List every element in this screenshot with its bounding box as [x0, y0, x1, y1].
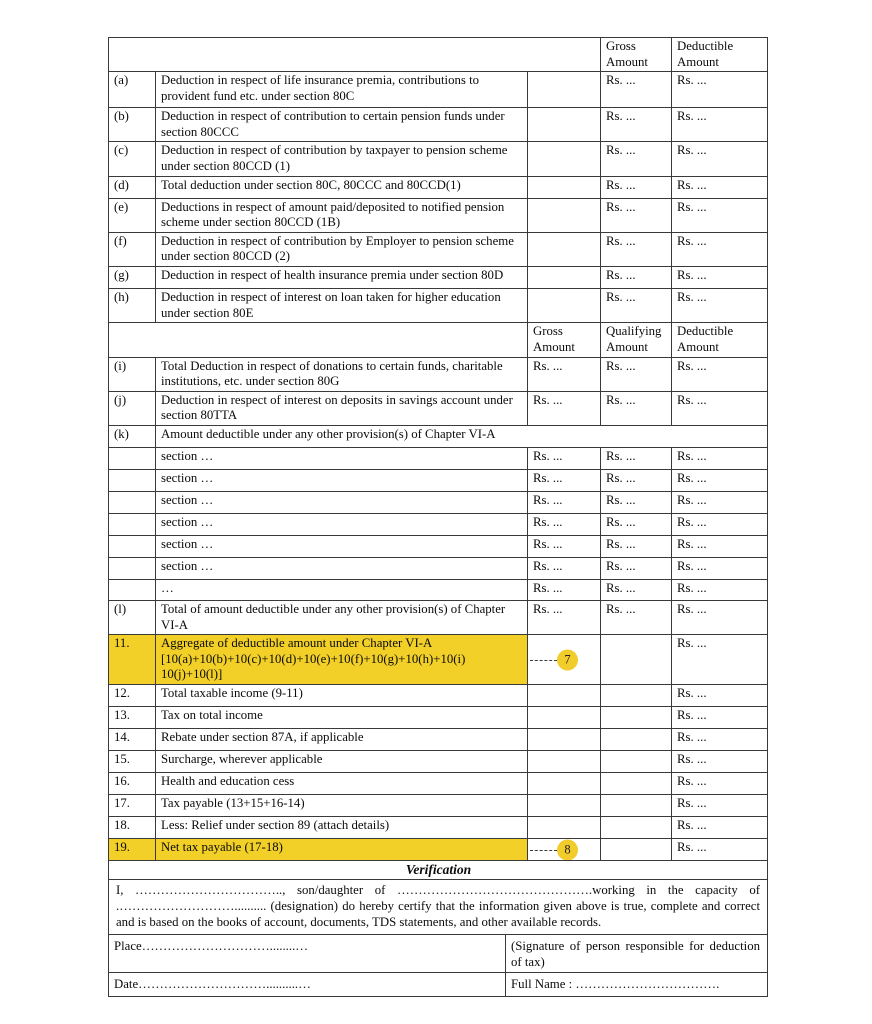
deductible-amount-cell: Rs. ...	[672, 491, 768, 513]
table-row	[109, 685, 768, 707]
serial-cell: 13.	[109, 707, 156, 729]
serial-cell	[109, 469, 156, 491]
verification-paragraph-row	[109, 880, 768, 935]
serial-cell: (l)	[109, 600, 156, 634]
serial-cell: 11.	[109, 635, 156, 685]
callout-dash-line	[530, 850, 557, 851]
verification-paragraph: I, …………………………….., son/daughter of ……………………………………….working in the capacity of .……………………….......... (designation) do hereby certify that the information given above is true, complete and correct and is based on the books of account, documents, TDS statements, and other available records.	[109, 880, 768, 935]
deductions-table	[108, 37, 768, 861]
serial-cell	[109, 513, 156, 535]
description-cell: Deduction in respect of life insurance premia, contributions to provident fund etc. under section 80C	[156, 72, 528, 108]
qualifying-amount-cell: Rs. ...	[601, 469, 672, 491]
section-blank-cell: section …	[156, 491, 528, 513]
gross-amount-cell: Rs. ...	[528, 391, 601, 425]
table-row	[109, 600, 768, 634]
serial-cell: 19.	[109, 839, 156, 861]
description-cell: Aggregate of deductible amount under Chapter VI-A [10(a)+10(b)+10(c)+10(d)+10(e)+10(f)+10(g)+10(h)+10(i) 10(j)+10(l)]	[156, 635, 528, 685]
table-row	[109, 391, 768, 425]
serial-cell: 16.	[109, 773, 156, 795]
table-row	[109, 357, 768, 391]
blank-cell	[601, 707, 672, 729]
gross-amount-cell: Rs. ...	[528, 557, 601, 579]
qualifying-amount-cell: Rs. ...	[601, 513, 672, 535]
serial-cell: (j)	[109, 391, 156, 425]
deductible-amount-cell: Rs. ...	[672, 267, 768, 289]
amount-cell: Rs. ...	[672, 685, 768, 707]
table-row	[109, 795, 768, 817]
serial-cell: (k)	[109, 425, 156, 447]
blank-cell	[601, 795, 672, 817]
deductible-amount-cell: Rs. ...	[672, 469, 768, 491]
description-cell: Deduction in respect of interest on loan taken for higher education under section 80E	[156, 289, 528, 323]
gross-amount-cell: Rs. ...	[601, 72, 672, 108]
table-row	[109, 579, 768, 600]
description-cell: Rebate under section 87A, if applicable	[156, 729, 528, 751]
description-cell: Tax on total income	[156, 707, 528, 729]
table-row	[109, 176, 768, 198]
ellipsis-cell: …	[156, 579, 528, 600]
amount-cell: Rs. ...	[672, 707, 768, 729]
header-empty-cell	[109, 38, 601, 72]
serial-cell: 14.	[109, 729, 156, 751]
description-cell: Tax payable (13+15+16-14)	[156, 795, 528, 817]
blank-cell	[528, 707, 601, 729]
deductible-amount-cell: Rs. ...	[672, 557, 768, 579]
blank-cell	[528, 773, 601, 795]
deductible-amount-cell: Rs. ...	[672, 72, 768, 108]
description-cell: Total deduction under section 80C, 80CCC and 80CCD(1)	[156, 176, 528, 198]
blank-cell	[601, 817, 672, 839]
serial-cell	[109, 579, 156, 600]
gross-amount-cell: Rs. ...	[601, 289, 672, 323]
qualifying-amount-cell: Rs. ...	[601, 391, 672, 425]
description-cell: Deduction in respect of health insurance premia under section 80D	[156, 267, 528, 289]
blank-cell	[528, 817, 601, 839]
deductible-amount-cell: Rs. ...	[672, 600, 768, 634]
qualifying-amount-cell: Rs. ...	[601, 535, 672, 557]
qualifying-amount-cell: Rs. ...	[601, 491, 672, 513]
table-row	[109, 108, 768, 142]
gross-amount-cell: Rs. ...	[528, 513, 601, 535]
deductible-amount-cell: Rs. ...	[672, 357, 768, 391]
table-row	[109, 289, 768, 323]
description-cell: Deduction in respect of contribution by Employer to pension scheme under section 80CCD (2)	[156, 232, 528, 266]
table-row	[109, 535, 768, 557]
description-cell: Less: Relief under section 89 (attach details)	[156, 817, 528, 839]
description-cell: Deduction in respect of contribution to certain pension funds under section 80CCC	[156, 108, 528, 142]
callout-cell	[528, 635, 601, 685]
gross-amount-cell: Rs. ...	[601, 198, 672, 232]
description-cell: Deductions in respect of amount paid/deposited to notified pension scheme under section 80CCD (1B)	[156, 198, 528, 232]
header-empty-cell	[109, 323, 528, 357]
gross-amount-cell: Rs. ...	[528, 600, 601, 634]
serial-cell: (b)	[109, 108, 156, 142]
verification-title-row	[109, 861, 768, 880]
place-field: Place…………………………........…	[109, 935, 506, 972]
table-row	[109, 707, 768, 729]
blank-cell	[601, 839, 672, 861]
table-header-row-2	[109, 323, 768, 357]
blank-cell	[528, 176, 601, 198]
amount-cell: Rs. ...	[672, 729, 768, 751]
amount-cell: Rs. ...	[672, 839, 768, 861]
amount-cell: Rs. ...	[672, 751, 768, 773]
blank-cell	[528, 751, 601, 773]
table-row	[109, 491, 768, 513]
blank-cell	[601, 751, 672, 773]
qualifying-amount-cell: Rs. ...	[601, 579, 672, 600]
serial-cell: 17.	[109, 795, 156, 817]
gross-amount-cell: Rs. ...	[528, 447, 601, 469]
section-blank-cell: section …	[156, 535, 528, 557]
gross-amount-cell: Rs. ...	[601, 232, 672, 266]
serial-cell	[109, 447, 156, 469]
table-row-aggregate-deduction	[109, 635, 768, 685]
serial-cell: (h)	[109, 289, 156, 323]
deductible-amount-cell: Rs. ...	[672, 198, 768, 232]
deductible-amount-cell: Rs. ...	[672, 447, 768, 469]
blank-cell	[528, 289, 601, 323]
blank-cell	[601, 773, 672, 795]
table-row	[109, 267, 768, 289]
section-blank-cell: section …	[156, 557, 528, 579]
amount-cell: Rs. ...	[672, 817, 768, 839]
table-row	[109, 513, 768, 535]
table-row	[109, 232, 768, 266]
table-row	[109, 557, 768, 579]
serial-cell: (c)	[109, 142, 156, 176]
deductible-amount-cell: Rs. ...	[672, 289, 768, 323]
deductible-amount-cell: Rs. ...	[672, 513, 768, 535]
header-gross-amount: Gross Amount	[601, 38, 672, 72]
gross-amount-cell: Rs. ...	[528, 579, 601, 600]
table-header-row-1	[109, 38, 768, 72]
signature-caption: (Signature of person responsible for deduction of tax)	[506, 935, 768, 972]
deductible-amount-cell: Rs. ...	[672, 535, 768, 557]
table-row-net-tax-payable	[109, 839, 768, 861]
blank-cell	[601, 635, 672, 685]
callout-cell	[528, 839, 601, 861]
serial-cell: 18.	[109, 817, 156, 839]
qualifying-amount-cell: Rs. ...	[601, 357, 672, 391]
amount-cell: Rs. ...	[672, 795, 768, 817]
description-cell: Total taxable income (9-11)	[156, 685, 528, 707]
gross-amount-cell: Rs. ...	[528, 535, 601, 557]
gross-amount-cell: Rs. ...	[528, 491, 601, 513]
table-row	[109, 773, 768, 795]
gross-amount-cell: Rs. ...	[601, 267, 672, 289]
deductible-amount-cell: Rs. ...	[672, 391, 768, 425]
header-gross-amount: Gross Amount	[528, 323, 601, 357]
table-row	[109, 729, 768, 751]
table-row	[109, 425, 768, 447]
gross-amount-cell: Rs. ...	[528, 469, 601, 491]
description-cell: Deduction in respect of interest on deposits in savings account under section 80TTA	[156, 391, 528, 425]
blank-cell	[528, 108, 601, 142]
serial-cell: 15.	[109, 751, 156, 773]
blank-cell	[528, 72, 601, 108]
callout-dash-line	[530, 660, 557, 661]
deductible-amount-cell: Rs. ...	[672, 232, 768, 266]
serial-cell: (f)	[109, 232, 156, 266]
blank-cell	[528, 729, 601, 751]
deductible-amount-cell: Rs. ...	[672, 108, 768, 142]
blank-cell	[528, 232, 601, 266]
qualifying-amount-cell: Rs. ...	[601, 557, 672, 579]
deductible-amount-cell: Rs. ...	[672, 579, 768, 600]
callout-badge-7: 7	[557, 649, 578, 670]
qualifying-amount-cell: Rs. ...	[601, 600, 672, 634]
description-cell: Total of amount deductible under any other provision(s) of Chapter VI-A	[156, 600, 528, 634]
serial-cell: (i)	[109, 357, 156, 391]
description-cell: Total Deduction in respect of donations to certain funds, charitable institutions, etc. under section 80G	[156, 357, 528, 391]
serial-cell	[109, 491, 156, 513]
blank-cell	[528, 795, 601, 817]
table-row	[109, 142, 768, 176]
description-cell: Health and education cess	[156, 773, 528, 795]
serial-cell: (a)	[109, 72, 156, 108]
description-cell: Net tax payable (17-18)	[156, 839, 528, 861]
deductible-amount-cell: Rs. ...	[672, 635, 768, 685]
gross-amount-cell: Rs. ...	[601, 142, 672, 176]
table-row	[109, 72, 768, 108]
date-field: Date…………………………..........…	[109, 972, 506, 996]
callout-badge-8: 8	[557, 839, 578, 860]
header-qualifying-amount: Qualifying Amount	[601, 323, 672, 357]
chapter-via-deductions-form	[108, 37, 768, 997]
table-row	[109, 447, 768, 469]
serial-cell: (d)	[109, 176, 156, 198]
blank-cell	[601, 729, 672, 751]
gross-amount-cell: Rs. ...	[601, 108, 672, 142]
blank-cell	[528, 142, 601, 176]
serial-cell: (g)	[109, 267, 156, 289]
amount-cell: Rs. ...	[672, 773, 768, 795]
table-row	[109, 198, 768, 232]
deductible-amount-cell: Rs. ...	[672, 176, 768, 198]
description-cell: Amount deductible under any other provision(s) of Chapter VI-A	[156, 425, 768, 447]
header-deductible-amount: Deductible Amount	[672, 323, 768, 357]
header-deductible-amount: Deductible Amount	[672, 38, 768, 72]
blank-cell	[528, 198, 601, 232]
gross-amount-cell: Rs. ...	[601, 176, 672, 198]
table-row	[109, 469, 768, 491]
blank-cell	[528, 267, 601, 289]
section-blank-cell: section …	[156, 469, 528, 491]
verification-table	[108, 860, 768, 997]
gross-amount-cell: Rs. ...	[528, 357, 601, 391]
table-row	[109, 817, 768, 839]
section-blank-cell: section …	[156, 513, 528, 535]
description-cell: Deduction in respect of contribution by taxpayer to pension scheme under section 80CCD (1)	[156, 142, 528, 176]
table-row	[109, 751, 768, 773]
serial-cell: 12.	[109, 685, 156, 707]
deductible-amount-cell: Rs. ...	[672, 142, 768, 176]
blank-cell	[601, 685, 672, 707]
date-fullname-row	[109, 972, 768, 996]
description-cell: Surcharge, wherever applicable	[156, 751, 528, 773]
serial-cell	[109, 557, 156, 579]
qualifying-amount-cell: Rs. ...	[601, 447, 672, 469]
serial-cell: (e)	[109, 198, 156, 232]
verification-title: Verification	[109, 861, 768, 880]
blank-cell	[528, 685, 601, 707]
serial-cell	[109, 535, 156, 557]
section-blank-cell: section …	[156, 447, 528, 469]
place-signature-row	[109, 935, 768, 972]
full-name-field: Full Name : …………………………….	[506, 972, 768, 996]
